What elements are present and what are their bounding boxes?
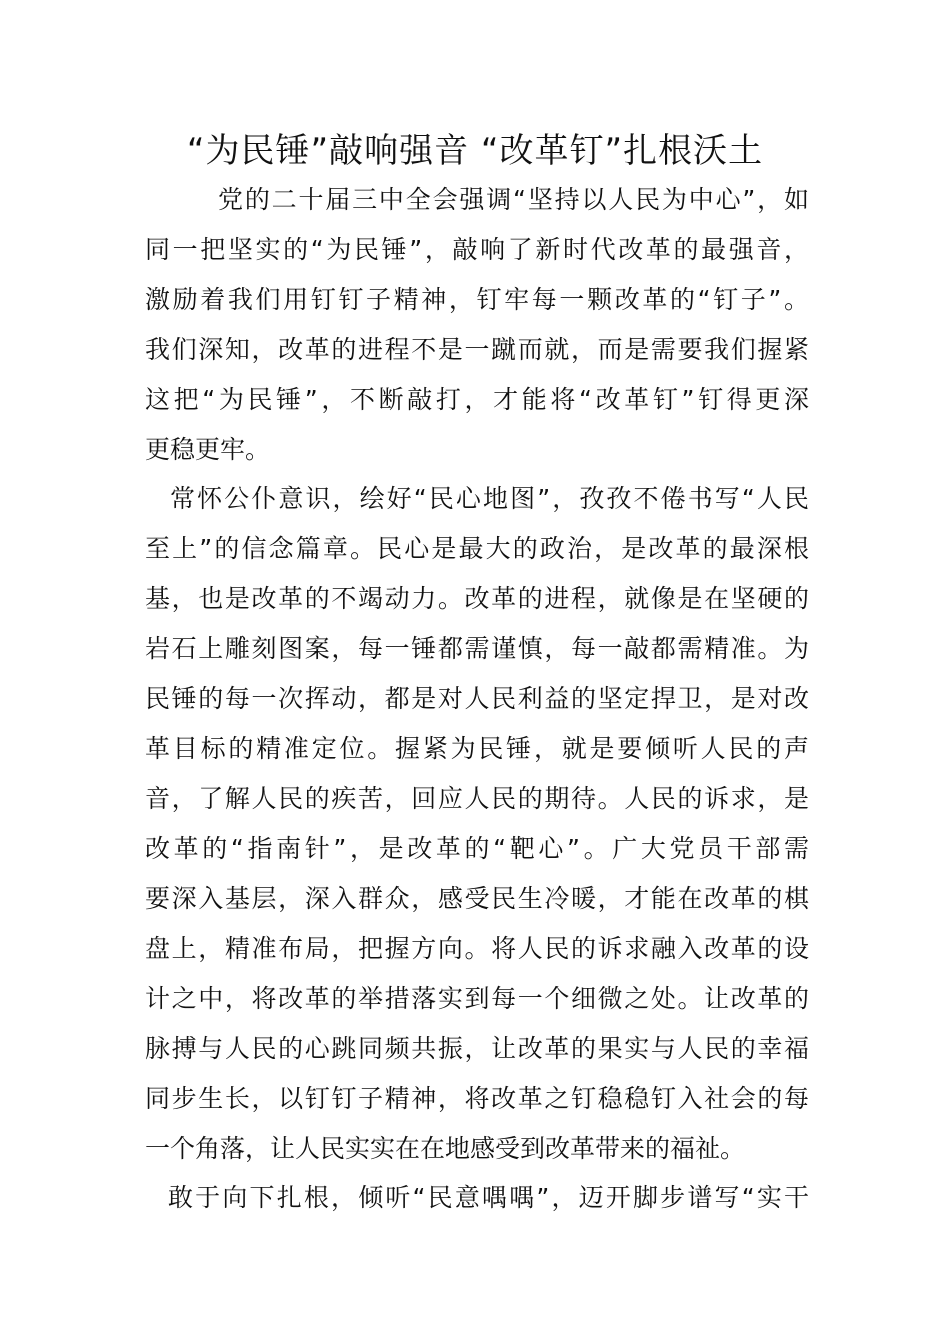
paragraph-1-line-3: 激励着我们用钉钉子精神，钉牢每一颗改革的“钉子”。: [145, 285, 809, 314]
paragraph-2-line-5: 民锤的每一次挥动，都是对人民利益的坚定捍卫，是对改: [145, 684, 809, 713]
paragraph-1-line-1: 党的二十届三中全会强调“坚持以人民为中心”，如: [218, 185, 809, 214]
paragraph-2-line-11: 计之中，将改革的举措落实到每一个细微之处。让改革的: [145, 984, 809, 1013]
paragraph-2-line-2: 至上”的信念篇章。民心是最大的政治，是改革的最深根: [145, 534, 809, 563]
paragraph-2-line-3: 基，也是改革的不竭动力。改革的进程，就像是在坚硬的: [145, 584, 809, 613]
paragraph-2-line-8: 改革的“指南针”，是改革的“靶心”。广大党员干部需: [145, 834, 809, 863]
paragraph-2-line-14: 一个角落，让人民实实在在地感受到改革带来的福祉。: [145, 1134, 746, 1163]
paragraph-2-line-6: 革目标的精准定位。握紧为民锤，就是要倾听人民的声: [145, 734, 809, 763]
paragraph-1-line-2: 同一把坚实的“为民锤”，敲响了新时代改革的最强音，: [145, 235, 809, 264]
paragraph-2-line-13: 同步生长，以钉钉子精神，将改革之钉稳稳钉入社会的每: [145, 1084, 809, 1113]
paragraph-2-line-10: 盘上，精准布局，把握方向。将人民的诉求融入改革的设: [145, 934, 809, 963]
document-title: “为民锤”敲响强音 “改革钉”扎根沃土: [186, 131, 764, 171]
paragraph-1-line-4: 我们深知，改革的进程不是一蹴而就，而是需要我们握紧: [145, 335, 809, 364]
paragraph-1-line-5: 这把“为民锤”，不断敲打，才能将“改革钉”钉得更深: [145, 385, 809, 414]
paragraph-2-line-1: 常怀公仆意识，绘好“民心地图”，孜孜不倦书写“人民: [170, 484, 809, 513]
paragraph-2-line-4: 岩石上雕刻图案，每一锤都需谨慎，每一敲都需精准。为: [145, 634, 809, 663]
paragraph-2-line-9: 要深入基层，深入群众，感受民生冷暖，才能在改革的棋: [145, 884, 809, 913]
paragraph-1-line-6: 更稳更牢。: [145, 435, 271, 464]
paragraph-2-line-7: 音，了解人民的疾苦，回应人民的期待。人民的诉求，是: [145, 784, 809, 813]
paragraph-2-line-12: 脉搏与人民的心跳同频共振，让改革的果实与人民的幸福: [145, 1034, 809, 1063]
paragraph-3-line-1: 敢于向下扎根，倾听“民意喁喁”，迈开脚步谱写“实干: [168, 1183, 809, 1212]
